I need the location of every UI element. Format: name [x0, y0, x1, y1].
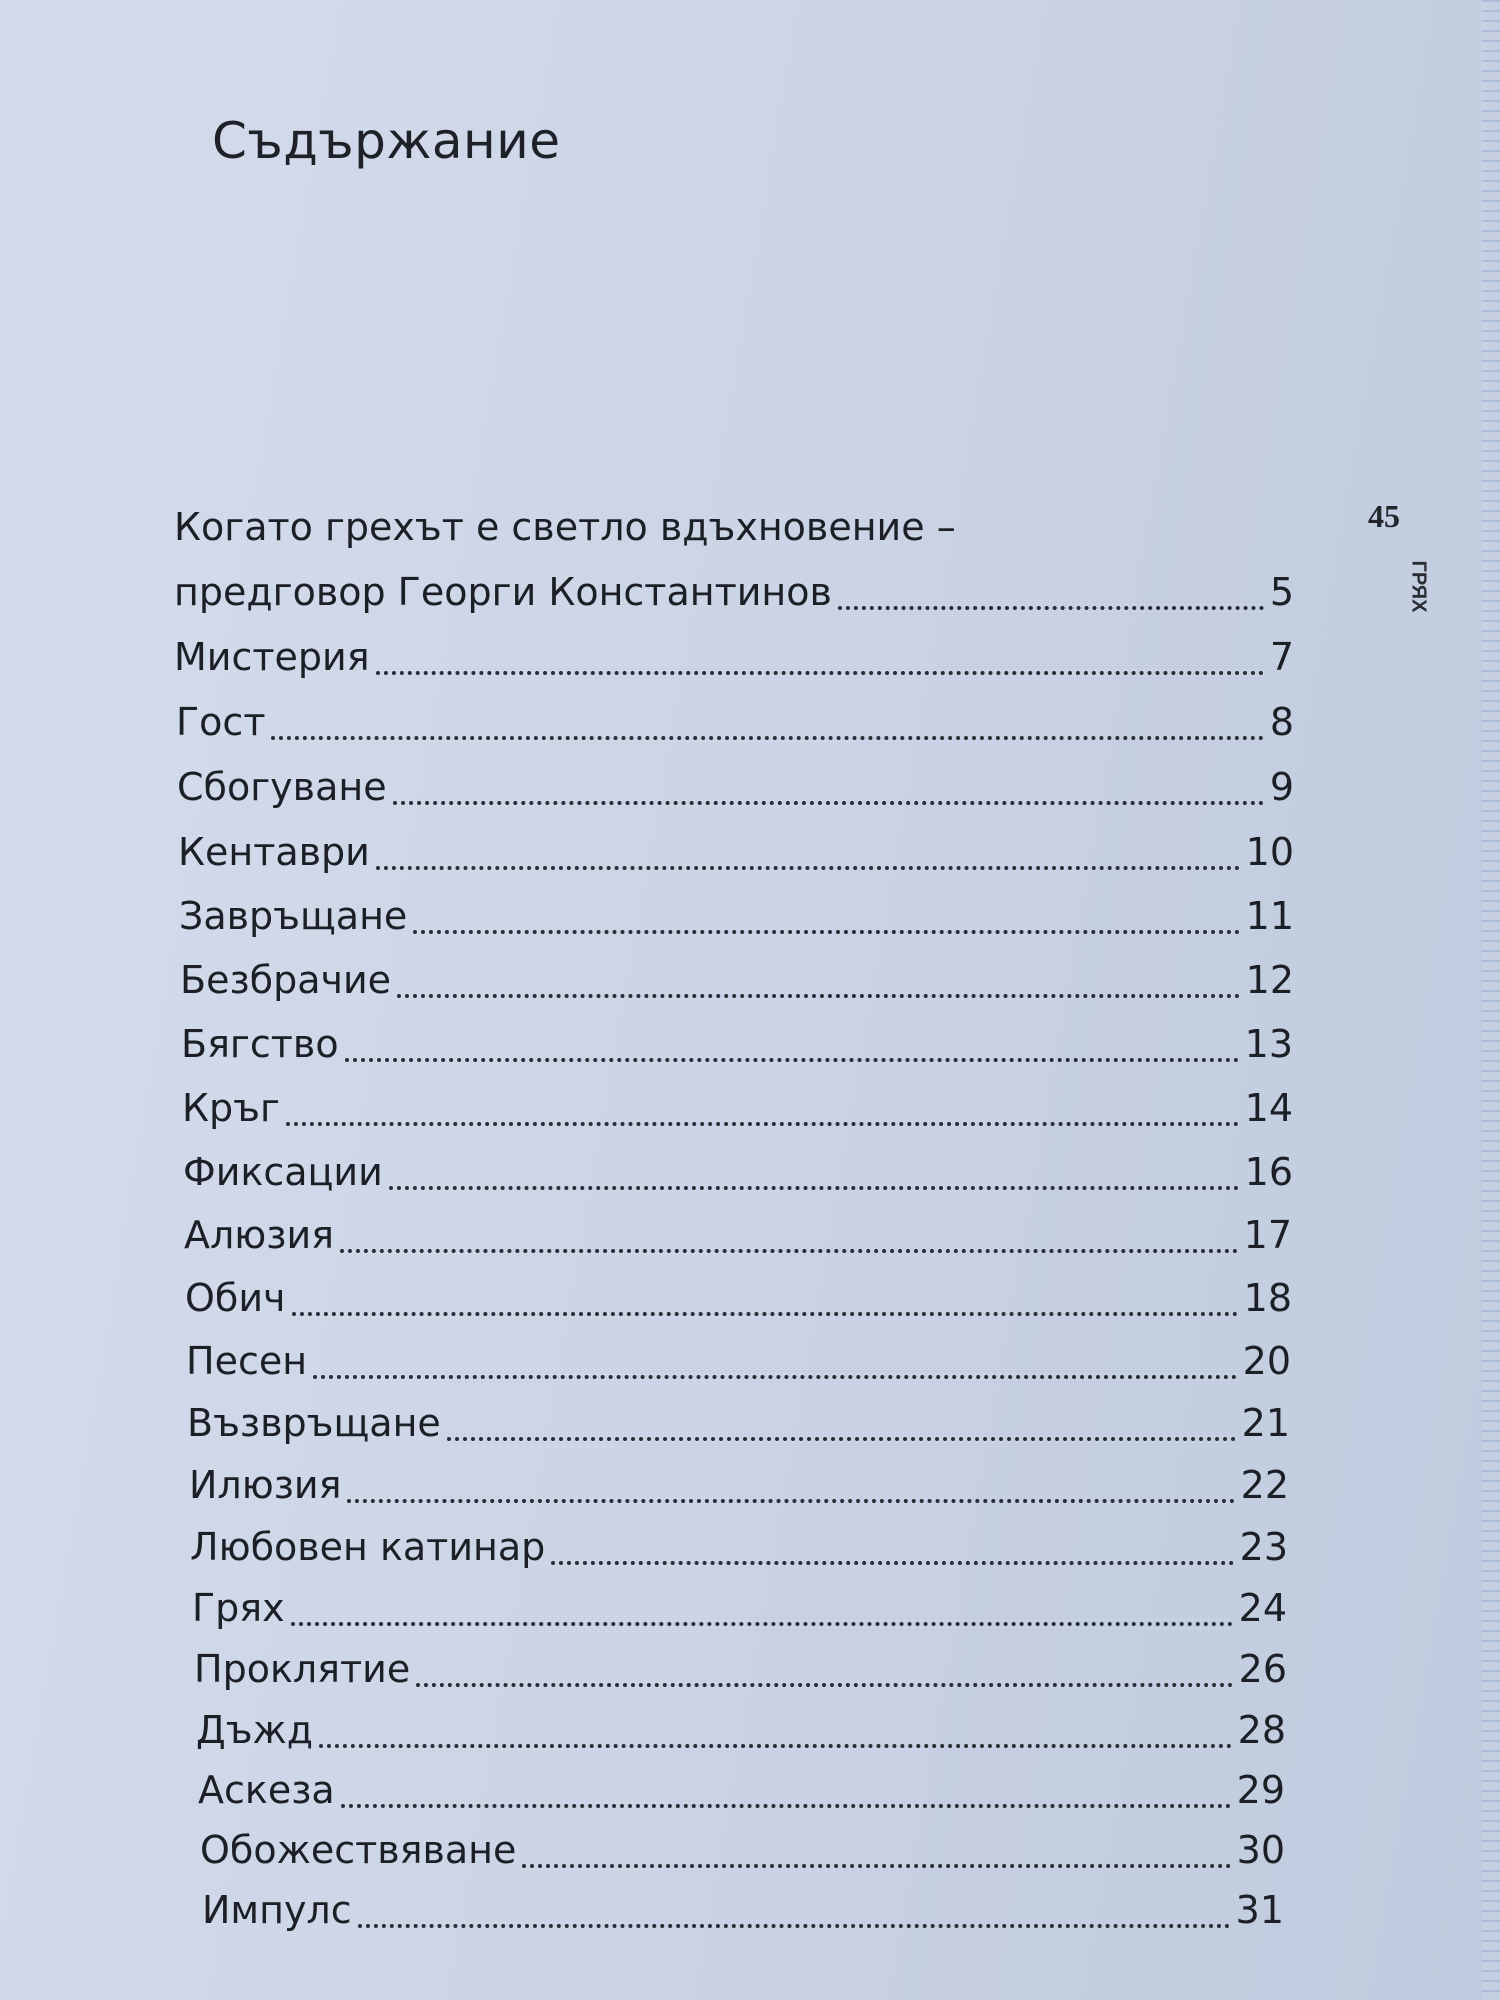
toc-entry-title: Импулс [202, 1888, 352, 1932]
toc-entry-page: 14 [1244, 1086, 1293, 1130]
toc-entry-page: 29 [1236, 1768, 1285, 1812]
leader-dots [397, 994, 1240, 998]
toc-entry [187, 1401, 1290, 1453]
toc-entry-title: Кръг [182, 1086, 280, 1130]
toc-entry-title: Безбрачие [180, 958, 392, 1002]
toc-entry-title: Обожествяване [200, 1828, 517, 1872]
toc-entry-page: 11 [1245, 894, 1294, 938]
leader-dots [416, 1683, 1232, 1687]
toc-entry [202, 1888, 1284, 1940]
toc-entry-page: 20 [1242, 1339, 1291, 1383]
toc-entry-page: 28 [1237, 1708, 1286, 1752]
page-title: Съдържание [212, 112, 561, 170]
toc-first-line: Когато грехът е светло вдъхновение – [174, 505, 956, 549]
toc-entry-page: 16 [1244, 1150, 1293, 1194]
leader-dots [447, 1437, 1236, 1441]
toc-entry-title: Гост [176, 700, 266, 744]
toc-entry [200, 1828, 1285, 1880]
toc-entry-title: Илюзия [189, 1463, 342, 1507]
side-page-number: 45 [1368, 498, 1400, 534]
toc-entry [177, 765, 1294, 817]
toc-entry-title: предговор Георги Константинов [174, 570, 832, 614]
toc-entry-page: 31 [1235, 1888, 1284, 1932]
toc-entry-title: Аскеза [198, 1768, 335, 1812]
toc-entry [180, 958, 1294, 1010]
leader-dots [358, 1924, 1230, 1928]
toc-entry-page: 18 [1243, 1276, 1292, 1320]
leader-dots [376, 671, 1264, 675]
toc-entry-title: Дъжд [196, 1708, 314, 1752]
toc-entry-page: 12 [1245, 958, 1294, 1002]
toc-entry-page: 5 [1269, 570, 1294, 614]
leader-dots [340, 1249, 1238, 1253]
toc-entry [178, 830, 1294, 882]
leader-dots [551, 1561, 1233, 1565]
toc-entry-page: 30 [1236, 1828, 1285, 1872]
toc-entry-page: 23 [1239, 1525, 1288, 1569]
leader-dots [522, 1864, 1230, 1868]
toc-entry [192, 1586, 1287, 1638]
leader-dots [341, 1804, 1231, 1808]
leader-dots [319, 1744, 1232, 1748]
toc-entry-title: Фиксации [183, 1150, 383, 1194]
toc-entry [185, 1276, 1292, 1328]
toc-entry [174, 635, 1294, 687]
toc-entry [190, 1525, 1288, 1577]
toc-entry-page: 9 [1269, 765, 1294, 809]
toc-entry-title: Кентаври [178, 830, 370, 874]
toc-entry [182, 1086, 1293, 1138]
toc-entry [196, 1708, 1286, 1760]
side-running-title: ГРЯХ [1407, 560, 1430, 613]
toc-entry [183, 1150, 1293, 1202]
leader-dots [347, 1499, 1234, 1503]
leader-dots [345, 1058, 1239, 1062]
toc-entry-page: 22 [1240, 1463, 1289, 1507]
toc-entry-title: Грях [192, 1586, 285, 1630]
toc-entry-title: Песен [186, 1339, 308, 1383]
toc-entry [186, 1339, 1291, 1391]
leader-dots [292, 1312, 1238, 1316]
page-edge [1482, 0, 1500, 2000]
leader-dots [291, 1622, 1233, 1626]
toc-entry-title: Завръщане [179, 894, 408, 938]
toc-entry-title: Бягство [181, 1022, 339, 1066]
toc-entry-page: 13 [1244, 1022, 1293, 1066]
toc-entry [198, 1768, 1285, 1820]
toc-entry [181, 1022, 1293, 1074]
toc-entry [174, 570, 1294, 622]
leader-dots [271, 736, 1263, 740]
toc-entry [179, 894, 1294, 946]
toc-entry-title: Проклятие [194, 1647, 411, 1691]
leader-dots [389, 1186, 1239, 1190]
leader-dots [838, 606, 1264, 610]
toc-entry-page: 26 [1238, 1647, 1287, 1691]
toc-entry-title: Любовен катинар [190, 1525, 546, 1569]
toc-entry-page: 8 [1269, 700, 1294, 744]
toc-entry-title: Възвръщане [187, 1401, 441, 1445]
leader-dots [313, 1375, 1237, 1379]
toc-entry-title: Мистерия [174, 635, 370, 679]
toc-entry-title: Сбогуване [177, 765, 387, 809]
leader-dots [286, 1122, 1239, 1126]
toc-entry-page: 10 [1245, 830, 1294, 874]
leader-dots [393, 801, 1264, 805]
toc-entry-page: 17 [1243, 1213, 1292, 1257]
toc-entry [184, 1213, 1292, 1265]
toc-entry-title: Обич [185, 1276, 286, 1320]
toc-entry-title: Алюзия [184, 1213, 335, 1257]
toc-entry [176, 700, 1294, 752]
toc-entry-page: 7 [1269, 635, 1294, 679]
toc-entry [189, 1463, 1289, 1515]
leader-dots [376, 866, 1240, 870]
toc-entry-page: 21 [1241, 1401, 1290, 1445]
toc-entry [194, 1647, 1287, 1699]
leader-dots [413, 930, 1239, 934]
toc-entry-page: 24 [1238, 1586, 1287, 1630]
